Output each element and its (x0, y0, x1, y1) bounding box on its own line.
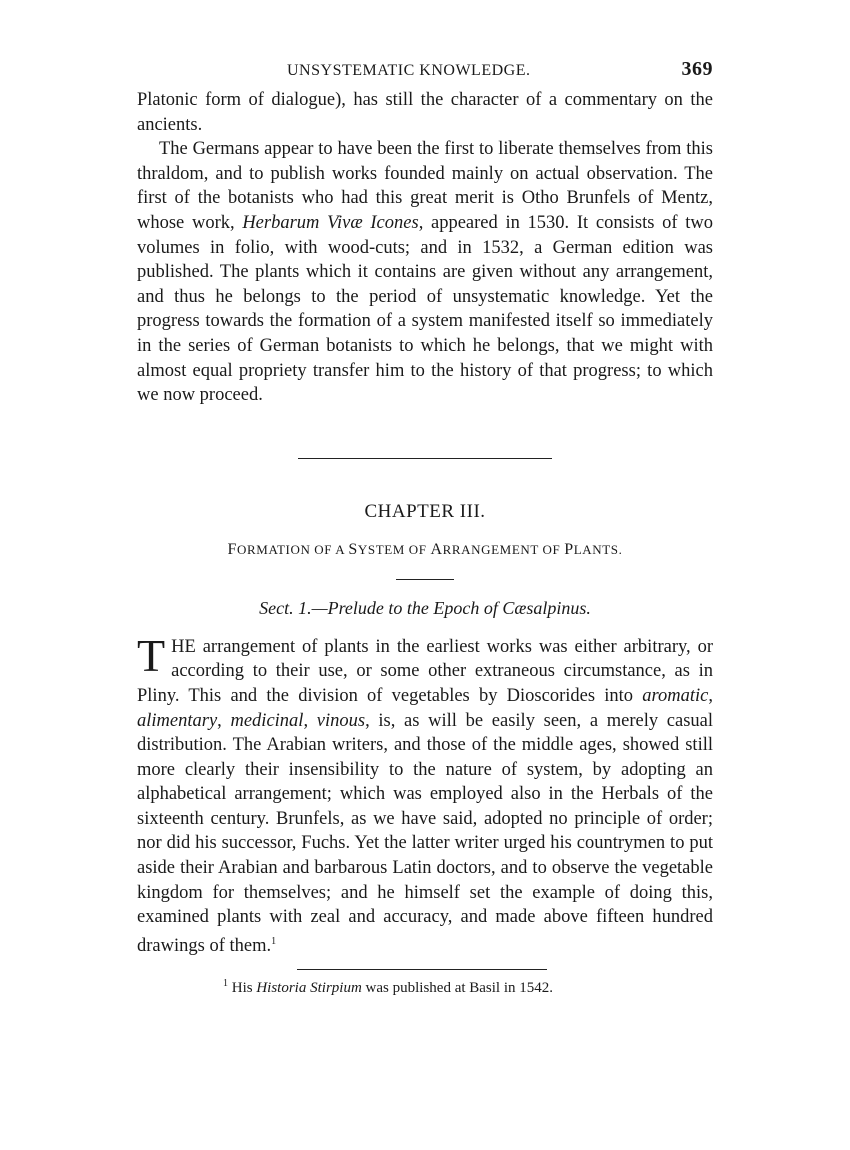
section-paragraph: THE arrangement of plants in the earliest works was either arbitrary, or according to their use, or some other extraneous circumstance, as in Pliny. This and the division of vegetables by Dioscorides into aromatic, alimentary, medicinal, vinous, is, as will be easily seen, a merely casual distribution. The Arabian writers, and those of the middle ages, showed still more clearly their insensibility to the nature of system, by adopting an alphabetical arrangement; which was employed also in the Herbals of the sixteenth century. Brunfels, as we have said, adopted no principle of order; nor did his successor, Fuchs. Yet the latter writer urged his countrymen to put aside their Arabian and barbarous Latin doctors, and to observe the vegetable kingdom for themselves; and he himself set the example of doing this, examined plants with zeal and accuracy, and made above fifteen hundred drawings of them.$^1$ (137, 629, 714, 956)
paragraph-2: The Germans appear to have been the first to liberate themselves from this thraldom, and to publish works founded mainly on actual observation. The first of the botanists who had this great merit is Otho Brunfels of Mentz, whose work, Herbarum Vivæ Icones, appeared in 1530. It consists of two volumes in folio, with wood-cuts; and in 1532, a German edition was published. The plants which it contains are given without any arrangement, and thus he belongs to the period of unsystematic knowledge. Yet the progress towards the formation of a system manifested itself so immediately in the series of German botanists to which he belongs, that we might with almost equal propriety transfer him to the history of that progress; to which we now proceed. (137, 139, 713, 406)
chapter-title: CHAPTER III. (364, 500, 486, 522)
chapter-subtitle: FORMATION OF A SYSTEM OF ARRANGEMENT OF PLANTS. (227, 540, 623, 558)
section-heading: Sect. 1.—Prelude to the Epoch of Cæsalpinus. (259, 597, 591, 618)
book-page (137, 58, 713, 997)
book-title-herbarum: Herbarum Vivæ Icones (242, 212, 419, 233)
page-number: 369 (681, 58, 713, 80)
running-title: UNSYSTEMATIC KNOWLEDGE. (287, 62, 531, 79)
drop-cap: T (137, 629, 166, 681)
paragraph-1: Platonic form of dialogue), has still the character of a commentary on the ancients. (137, 90, 713, 135)
section-text (137, 629, 714, 959)
footnote: $^1$ His Historia Stirpium was published at Basil in 1542. (223, 977, 554, 996)
footnote-reference[interactable]: 1 (271, 935, 277, 947)
running-head (137, 58, 713, 88)
intro-text (137, 88, 713, 408)
